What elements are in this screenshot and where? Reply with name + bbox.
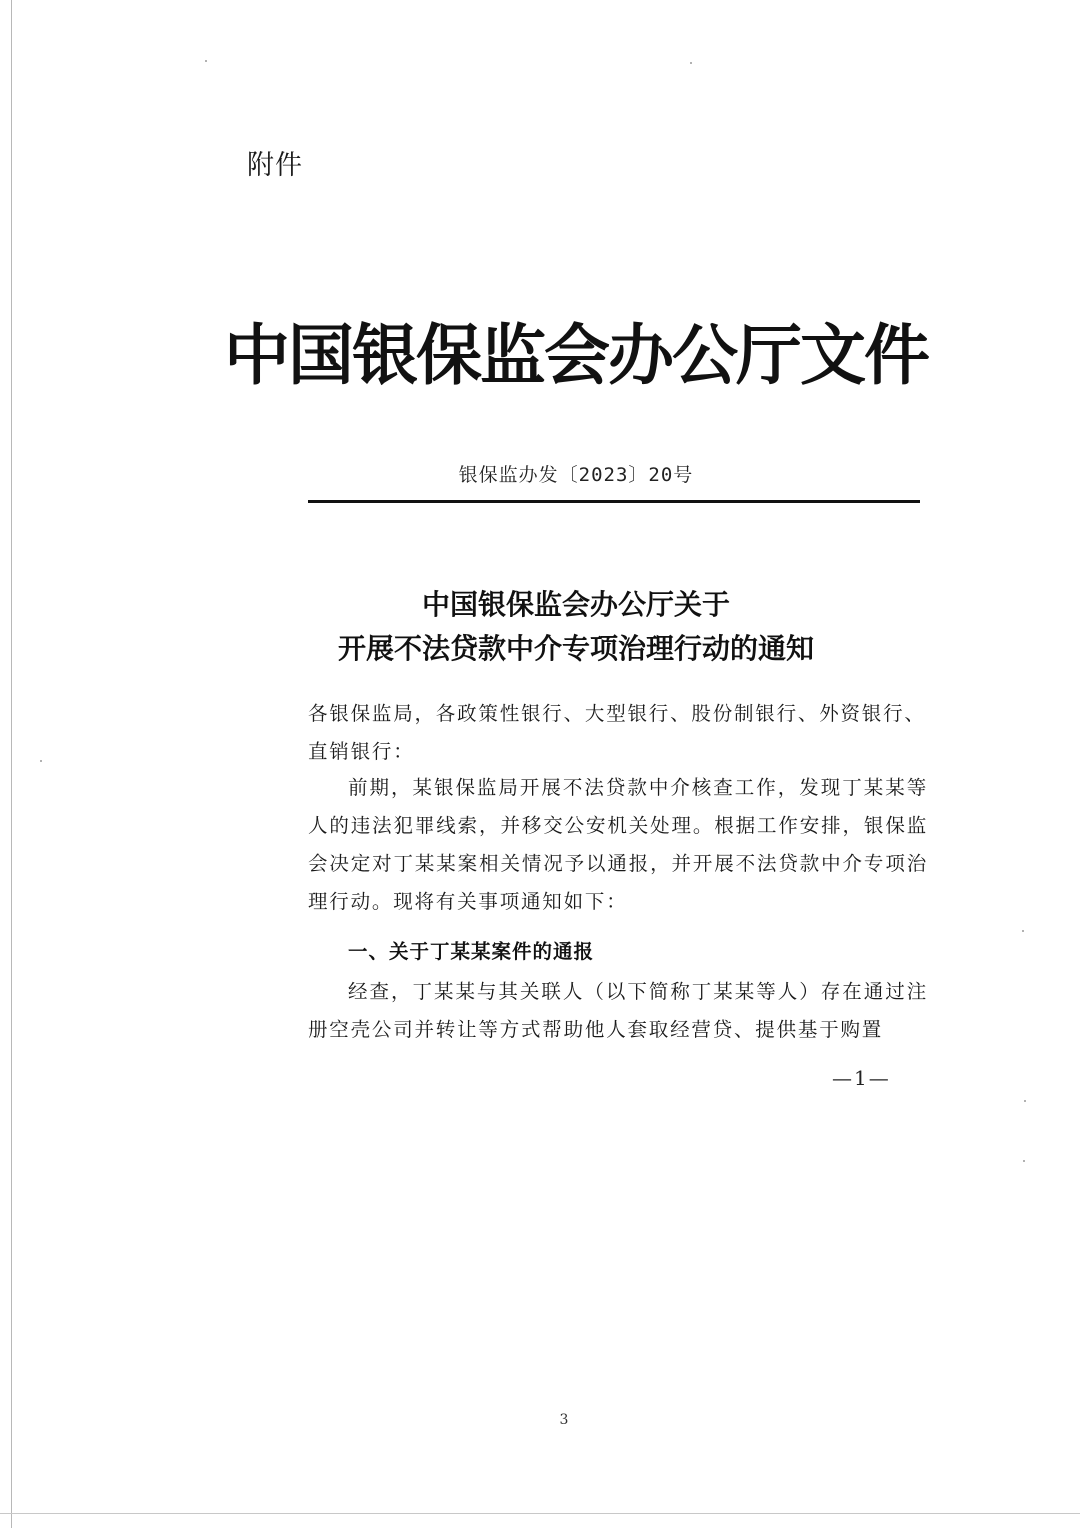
scan-speck	[205, 60, 207, 62]
addressee-block	[308, 695, 928, 771]
scan-speck	[1023, 1160, 1025, 1162]
document-number: 银保监办发〔2023〕20号	[458, 464, 694, 486]
scan-speck	[690, 62, 692, 64]
inner-page-number: —1—	[832, 1066, 891, 1090]
addressee-line-1: 各银保监局，各政策性银行、大型银行、股份制银行、外资银行、	[308, 702, 926, 725]
attachment-label: 附件	[247, 150, 303, 181]
section-1-heading: 一、关于丁某某案件的通报	[348, 940, 595, 963]
paragraph-1: 前期，某银保监局开展不法贷款中介核查工作，发现丁某某等人的违法犯罪线索，并移交公安机关处理。根据工作安排，银保监会决定对丁某某案相关情况予以通报，并开展不法贷款中介专项治理行动。现将有关事项通知如下：	[308, 776, 928, 913]
paragraph-2: 经查，丁某某与其关联人（以下简称丁某某等人）存在通过注册空壳公司并转让等方式帮助他人套取经营贷、提供基于购置	[308, 980, 928, 1041]
scan-speck	[1022, 930, 1024, 932]
scan-edge-left	[11, 0, 12, 1528]
addressee-line-2: 直销银行：	[308, 740, 415, 763]
footer-page-number: 3	[559, 1412, 569, 1428]
scan-edge-bottom	[0, 1513, 1080, 1514]
header-divider-rule	[308, 500, 920, 503]
scan-speck	[40, 760, 42, 762]
scan-speck	[1024, 1100, 1026, 1102]
notice-title-line-2: 开展不法贷款中介专项治理行动的通知	[337, 632, 814, 665]
notice-title-line-1: 中国银保监会办公厅关于	[421, 588, 730, 621]
document-header-title: 中国银保监会办公厅文件	[224, 316, 928, 394]
